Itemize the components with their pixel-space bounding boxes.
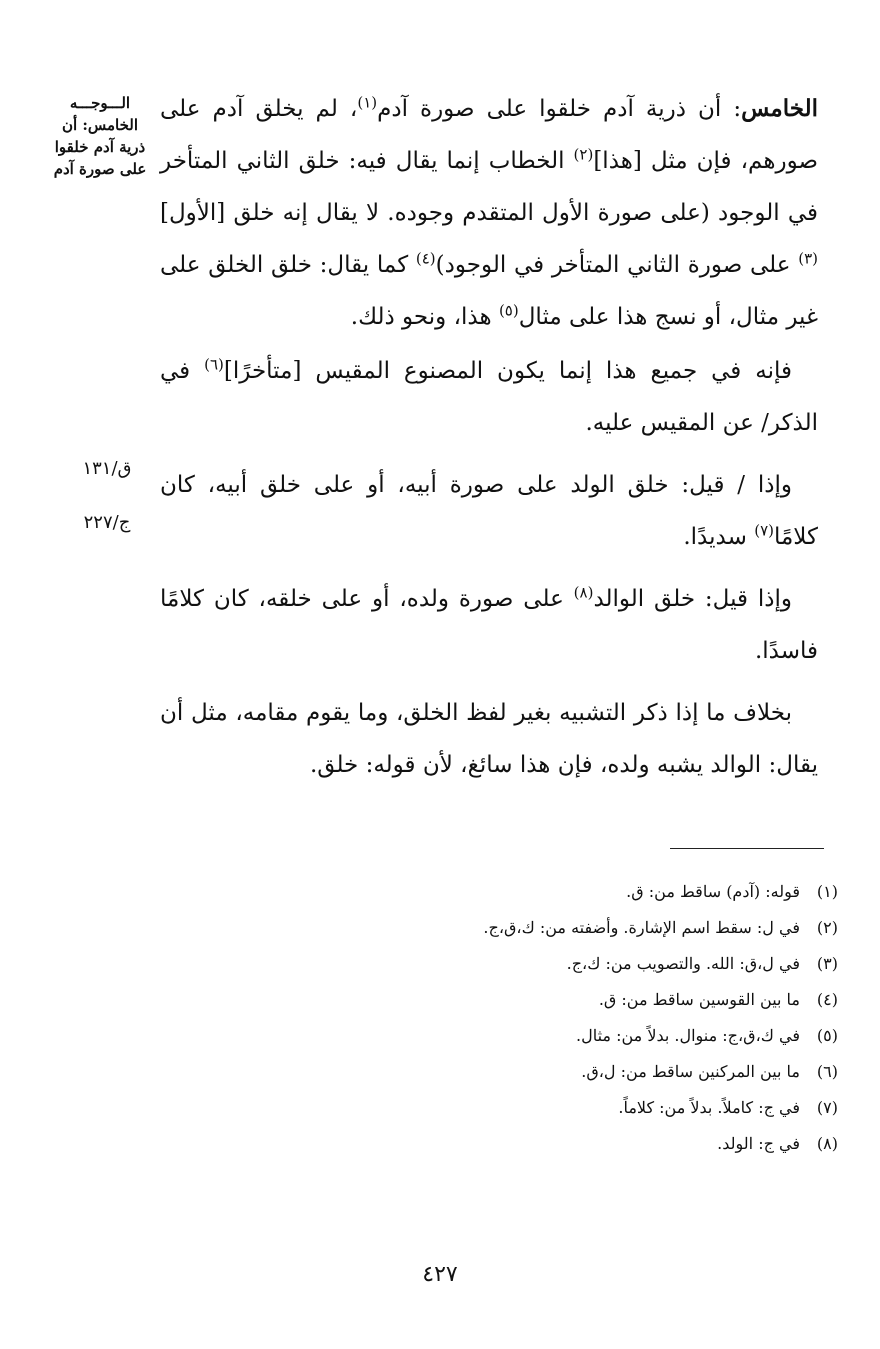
footnote-item [200, 1090, 838, 1126]
text-run: الخطاب إنما يقال فيه: خلق الثاني المتأخر في الوجود (على صورة الأول المتقدم وجوده. لا يقال إنه خلق [الأول] [160, 148, 818, 226]
footnote-number: (٧) [816, 1098, 838, 1117]
footnote-text: في ل،ق: الله. والتصويب من: ك،ج. [566, 954, 800, 973]
footnote-text: قوله: (آدم) ساقط من: ق. [626, 882, 800, 901]
margin-ref-manuscript-j: ج/٢٢٧ [83, 512, 131, 533]
text-run: على صورة الثاني المتأخر في الوجود) [435, 252, 799, 278]
footnote-marker: (٣) [798, 249, 818, 268]
main-text [160, 83, 818, 801]
footnote-text: ما بين المركنين ساقط من: ل،ق. [581, 1062, 800, 1081]
paragraph [160, 687, 818, 791]
footnote-item [200, 910, 838, 946]
footnote-item [200, 1054, 838, 1090]
footnote-marker: (٢) [573, 145, 594, 164]
paragraph [160, 573, 818, 677]
footnote-item [200, 1018, 838, 1054]
footnote-marker: (١) [357, 93, 378, 112]
text-run: على صورة ولده، أو على خلقه، كان كلامًا فاسدًا. [160, 586, 818, 664]
paragraph [160, 83, 818, 343]
footnote-text: ما بين القوسين ساقط من: ق. [598, 990, 800, 1009]
paragraph-lead: الخامس [741, 95, 818, 122]
text-run: هذا، ونحو ذلك. [350, 304, 499, 330]
footnotes [200, 874, 838, 1162]
footnote-text: في ج: الولد. [717, 1134, 800, 1153]
text-run: بخلاف ما إذا ذكر التشبيه بغير لفظ الخلق، وما يقوم مقامه، مثل أن يقال: الوالد يشبه ولده، فإن هذا سائغ، لأن قوله: خلق. [160, 700, 818, 778]
footnote-text: في ج: كاملاً. بدلاً من: كلاماً. [618, 1098, 800, 1117]
text-run: : أن ذرية آدم خلقوا على صورة آدم [377, 96, 742, 122]
footnote-marker: (٤) [415, 249, 436, 268]
footnote-item [200, 982, 838, 1018]
footnote-item [200, 946, 838, 982]
footnote-number: (٨) [816, 1134, 838, 1153]
paragraph [160, 345, 818, 449]
text-run: سديدًا. [683, 524, 755, 550]
footnote-number: (٦) [816, 1062, 838, 1081]
footnote-item [200, 1126, 838, 1162]
text-run: فإنه في جميع هذا إنما يكون المصنوع المقيس [متأخرًا] [223, 358, 792, 384]
footnote-marker: (٥) [498, 301, 519, 320]
text-run: ، لم يخلق آدم على صورهم، فإن مثل [هذا] [160, 96, 818, 174]
footnote-separator [670, 848, 824, 849]
margin-heading: الـــوجـــه الخامس: أن ذرية آدم خلقوا على صورة آدم [53, 94, 147, 178]
text-run: وإذا قيل: خلق الوالد [593, 586, 792, 612]
footnote-number: (٤) [816, 990, 838, 1009]
footnote-marker: (٨) [573, 583, 594, 602]
footnote-text: في ل: سقط اسم الإشارة. وأضفته من: ك،ق،ج. [483, 918, 800, 937]
margin-ref-manuscript-q: ق/١٣١ [82, 458, 132, 479]
footnote-item [200, 874, 838, 910]
paragraph [160, 459, 818, 563]
footnote-marker: (٧) [754, 521, 774, 540]
footnote-number: (٣) [816, 954, 838, 973]
footnote-marker: (٦) [204, 355, 224, 374]
footnote-number: (٥) [816, 1026, 838, 1045]
page-number: ٤٢٧ [422, 1262, 458, 1287]
text-run: وإذا / قيل: خلق الولد على صورة أبيه، أو على خلق أبيه، كان كلامًا [160, 472, 818, 550]
footnote-text: في ك،ق،ج: منوال. بدلاً من: مثال. [576, 1026, 800, 1045]
text-run: في الذكر/ عن المقيس عليه. [160, 358, 818, 436]
footnote-number: (١) [816, 882, 838, 901]
text-run: كما يقال: خلق الخلق على غير مثال، أو نسج هذا على مثال [160, 252, 818, 330]
footnote-number: (٢) [816, 918, 838, 937]
